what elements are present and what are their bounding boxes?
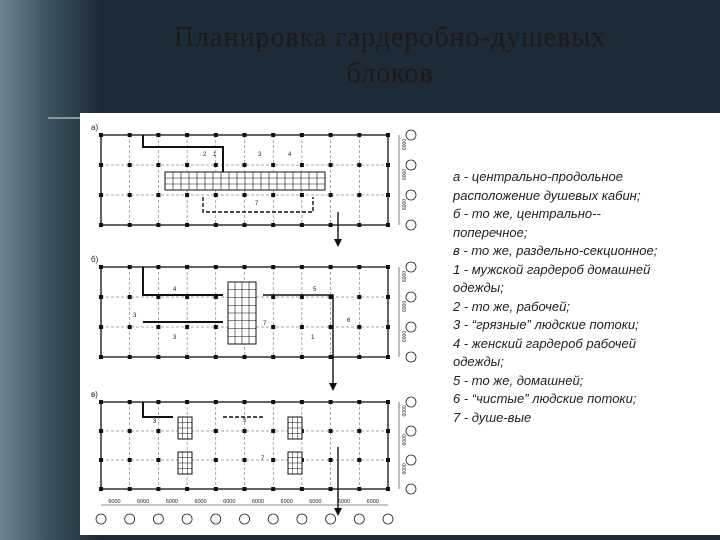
slide-title bbox=[100, 20, 680, 92]
column-marker bbox=[386, 458, 390, 462]
column-marker bbox=[128, 265, 132, 269]
column-marker bbox=[214, 133, 218, 137]
legend-line: 7 - душе-вые bbox=[453, 409, 532, 425]
legend-line: б - то же, центрально-- bbox=[453, 206, 601, 221]
flow-path bbox=[263, 295, 333, 387]
axis-bubble bbox=[153, 514, 163, 524]
legend-line: поперечное; bbox=[453, 224, 528, 240]
dimension-label: 6000 bbox=[165, 499, 178, 505]
side-dimension-label: 6000 bbox=[402, 405, 408, 417]
column-marker bbox=[357, 133, 361, 137]
floor-plan-svg bbox=[83, 117, 423, 529]
column-marker bbox=[185, 133, 189, 137]
area-number: 5 bbox=[243, 418, 247, 424]
axis-bubble bbox=[406, 160, 416, 170]
area-number: 3 bbox=[153, 419, 157, 425]
column-marker bbox=[156, 133, 160, 137]
column-marker bbox=[156, 163, 160, 167]
dimension-label: 6000 bbox=[251, 499, 265, 505]
axis-bubble bbox=[406, 292, 416, 302]
axis-bubble bbox=[125, 514, 135, 524]
side-dimension-label: 6000 bbox=[402, 198, 408, 210]
column-marker bbox=[214, 223, 218, 227]
column-marker bbox=[99, 487, 103, 491]
column-marker bbox=[357, 265, 361, 269]
legend-line: а - центрально-продольное bbox=[453, 169, 624, 184]
column-marker bbox=[386, 487, 390, 491]
column-marker bbox=[300, 223, 304, 227]
column-marker bbox=[99, 265, 103, 269]
side-dimension-label: 6000 bbox=[402, 138, 408, 150]
column-marker bbox=[271, 429, 275, 433]
column-marker bbox=[357, 429, 361, 433]
column-marker bbox=[357, 487, 361, 491]
column-marker bbox=[128, 295, 132, 299]
legend-line: 2 - то же, рабочей; bbox=[453, 298, 570, 314]
column-marker bbox=[329, 458, 333, 462]
column-marker bbox=[128, 223, 132, 227]
area-number: 6 bbox=[347, 318, 351, 324]
column-marker bbox=[386, 355, 390, 359]
column-marker bbox=[243, 429, 247, 433]
column-marker bbox=[329, 400, 333, 404]
column-marker bbox=[156, 458, 160, 462]
slide-title-line-2: блоков bbox=[346, 58, 434, 89]
dimension-label: 6000 bbox=[366, 499, 379, 505]
column-marker bbox=[128, 487, 132, 491]
column-marker bbox=[329, 325, 333, 329]
column-marker bbox=[156, 429, 160, 433]
column-marker bbox=[271, 355, 275, 359]
column-marker bbox=[243, 223, 247, 227]
side-dimension-label: 6000 bbox=[402, 434, 408, 446]
column-marker bbox=[128, 429, 132, 433]
column-marker bbox=[99, 355, 103, 359]
column-marker bbox=[300, 193, 304, 197]
column-marker bbox=[156, 400, 160, 404]
flow-path bbox=[143, 402, 173, 417]
column-marker bbox=[156, 325, 160, 329]
legend-line: 1 - мужской гардероб домашней bbox=[453, 261, 651, 277]
column-marker bbox=[128, 400, 132, 404]
column-marker bbox=[243, 458, 247, 462]
column-marker bbox=[214, 325, 218, 329]
column-marker bbox=[156, 487, 160, 491]
column-marker bbox=[99, 133, 103, 137]
column-marker bbox=[214, 265, 218, 269]
column-marker bbox=[128, 355, 132, 359]
axis-bubble bbox=[406, 220, 416, 230]
slide-title-line-1: Планировка гардеробно-душевых bbox=[173, 22, 607, 53]
column-marker bbox=[357, 400, 361, 404]
column-marker bbox=[185, 400, 189, 404]
column-marker bbox=[386, 265, 390, 269]
dimension-label: 6000 bbox=[108, 499, 121, 505]
column-marker bbox=[357, 355, 361, 359]
column-marker bbox=[99, 400, 103, 404]
column-marker bbox=[329, 133, 333, 137]
area-number: 7 bbox=[263, 321, 267, 327]
legend bbox=[453, 168, 715, 427]
column-marker bbox=[185, 265, 189, 269]
column-marker bbox=[99, 295, 103, 299]
column-marker bbox=[156, 265, 160, 269]
axis-bubble bbox=[96, 514, 106, 524]
column-marker bbox=[329, 487, 333, 491]
column-marker bbox=[214, 429, 218, 433]
column-marker bbox=[271, 193, 275, 197]
area-number: 3 bbox=[258, 152, 262, 158]
column-marker bbox=[156, 193, 160, 197]
column-marker bbox=[386, 133, 390, 137]
axis-bubble bbox=[406, 262, 416, 272]
column-marker bbox=[386, 163, 390, 167]
side-dimension-label: 6000 bbox=[402, 330, 408, 342]
axis-bubble bbox=[326, 514, 336, 524]
column-marker bbox=[300, 325, 304, 329]
area-number: 3 bbox=[133, 313, 137, 319]
column-marker bbox=[271, 223, 275, 227]
column-marker bbox=[243, 133, 247, 137]
legend-line: одежды; bbox=[453, 280, 504, 295]
column-marker bbox=[243, 265, 247, 269]
dimension-label: 6000 bbox=[309, 499, 322, 505]
dimension-label: 6000 bbox=[194, 499, 207, 505]
area-number: 4 bbox=[173, 287, 177, 293]
column-marker bbox=[300, 400, 304, 404]
column-marker bbox=[386, 223, 390, 227]
panel-label: в) bbox=[91, 390, 98, 399]
side-dimension-label: 6000 bbox=[402, 270, 408, 282]
axis-bubble bbox=[406, 130, 416, 140]
column-marker bbox=[128, 325, 132, 329]
column-marker bbox=[271, 163, 275, 167]
column-marker bbox=[185, 193, 189, 197]
column-marker bbox=[300, 133, 304, 137]
dimension-label: 6000 bbox=[337, 499, 351, 505]
column-marker bbox=[128, 133, 132, 137]
area-number: 2 bbox=[203, 152, 207, 158]
legend-line: одежды; bbox=[453, 354, 504, 369]
column-marker bbox=[243, 163, 247, 167]
column-marker bbox=[329, 163, 333, 167]
side-dimension-label: 6000 bbox=[402, 300, 408, 312]
column-marker bbox=[357, 458, 361, 462]
column-marker bbox=[128, 163, 132, 167]
legend-line: 4 - женский гардероб рабочей bbox=[453, 335, 636, 351]
column-marker bbox=[99, 193, 103, 197]
column-marker bbox=[156, 223, 160, 227]
dimension-label: 6000 bbox=[280, 499, 293, 505]
column-marker bbox=[329, 355, 333, 359]
column-marker bbox=[156, 355, 160, 359]
column-marker bbox=[243, 400, 247, 404]
side-dimension-label: 6000 bbox=[402, 168, 408, 180]
column-marker bbox=[271, 400, 275, 404]
side-dimension-label: 6000 bbox=[402, 463, 408, 475]
column-marker bbox=[128, 458, 132, 462]
column-marker bbox=[99, 325, 103, 329]
column-marker bbox=[357, 295, 361, 299]
column-marker bbox=[386, 295, 390, 299]
building-outline bbox=[101, 402, 388, 489]
column-marker bbox=[185, 355, 189, 359]
column-marker bbox=[185, 325, 189, 329]
column-marker bbox=[99, 429, 103, 433]
axis-bubble bbox=[406, 352, 416, 362]
flow-arrow bbox=[334, 239, 342, 247]
axis-bubble bbox=[268, 514, 278, 524]
column-marker bbox=[357, 223, 361, 227]
area-number: 3 bbox=[173, 335, 177, 341]
legend-line: расположение душевых кабин; bbox=[453, 187, 641, 203]
column-marker bbox=[185, 163, 189, 167]
column-marker bbox=[357, 193, 361, 197]
column-marker bbox=[271, 487, 275, 491]
axis-bubble bbox=[406, 322, 416, 332]
column-marker bbox=[214, 193, 218, 197]
column-marker bbox=[386, 193, 390, 197]
column-marker bbox=[99, 163, 103, 167]
column-marker bbox=[99, 223, 103, 227]
flow-path bbox=[143, 267, 223, 295]
flow-arrow bbox=[329, 383, 337, 391]
area-number: 1 bbox=[311, 335, 315, 341]
area-number: 5 bbox=[313, 287, 317, 293]
legend-line: в - то же, раздельно-секционное; bbox=[453, 243, 658, 258]
column-marker bbox=[329, 223, 333, 227]
axis-bubble bbox=[297, 514, 307, 524]
area-number: 7 bbox=[255, 201, 259, 207]
legend-line: 6 - “чистые” людские потоки; bbox=[453, 391, 637, 406]
area-number: 7 bbox=[261, 456, 265, 462]
dimension-label: 6000 bbox=[137, 499, 150, 505]
column-marker bbox=[243, 355, 247, 359]
column-marker bbox=[329, 193, 333, 197]
dimension-label: 6000 bbox=[223, 499, 236, 505]
panel-label: б) bbox=[91, 255, 99, 264]
column-marker bbox=[214, 458, 218, 462]
flow-path bbox=[143, 135, 223, 172]
column-marker bbox=[386, 400, 390, 404]
column-marker bbox=[300, 487, 304, 491]
axis-bubble bbox=[383, 514, 393, 524]
column-marker bbox=[329, 265, 333, 269]
axis-bubble bbox=[406, 190, 416, 200]
column-marker bbox=[214, 355, 218, 359]
column-marker bbox=[300, 355, 304, 359]
legend-line: 3 - “грязные” людские потоки; bbox=[453, 317, 639, 332]
axis-bubble bbox=[354, 514, 364, 524]
area-number: 1 bbox=[213, 152, 217, 158]
column-marker bbox=[214, 400, 218, 404]
floor-plan-drawing bbox=[83, 117, 423, 529]
column-marker bbox=[300, 163, 304, 167]
column-marker bbox=[99, 458, 103, 462]
legend-line: 5 - то же, домашней; bbox=[453, 372, 584, 388]
flow-arrow bbox=[334, 508, 342, 516]
column-marker bbox=[128, 193, 132, 197]
column-marker bbox=[357, 325, 361, 329]
column-marker bbox=[271, 133, 275, 137]
axis-bubble bbox=[406, 484, 416, 494]
panel-label: а) bbox=[91, 123, 99, 132]
column-marker bbox=[386, 325, 390, 329]
column-marker bbox=[271, 325, 275, 329]
column-marker bbox=[329, 429, 333, 433]
axis-bubble bbox=[211, 514, 221, 524]
area-number: 4 bbox=[288, 152, 292, 158]
column-marker bbox=[386, 429, 390, 433]
column-marker bbox=[185, 487, 189, 491]
column-marker bbox=[271, 265, 275, 269]
column-marker bbox=[243, 487, 247, 491]
column-marker bbox=[357, 163, 361, 167]
column-marker bbox=[185, 223, 189, 227]
column-marker bbox=[214, 163, 218, 167]
axis-bubble bbox=[240, 514, 250, 524]
column-marker bbox=[243, 193, 247, 197]
column-marker bbox=[300, 265, 304, 269]
axis-bubble bbox=[182, 514, 192, 524]
column-marker bbox=[271, 458, 275, 462]
column-marker bbox=[214, 487, 218, 491]
